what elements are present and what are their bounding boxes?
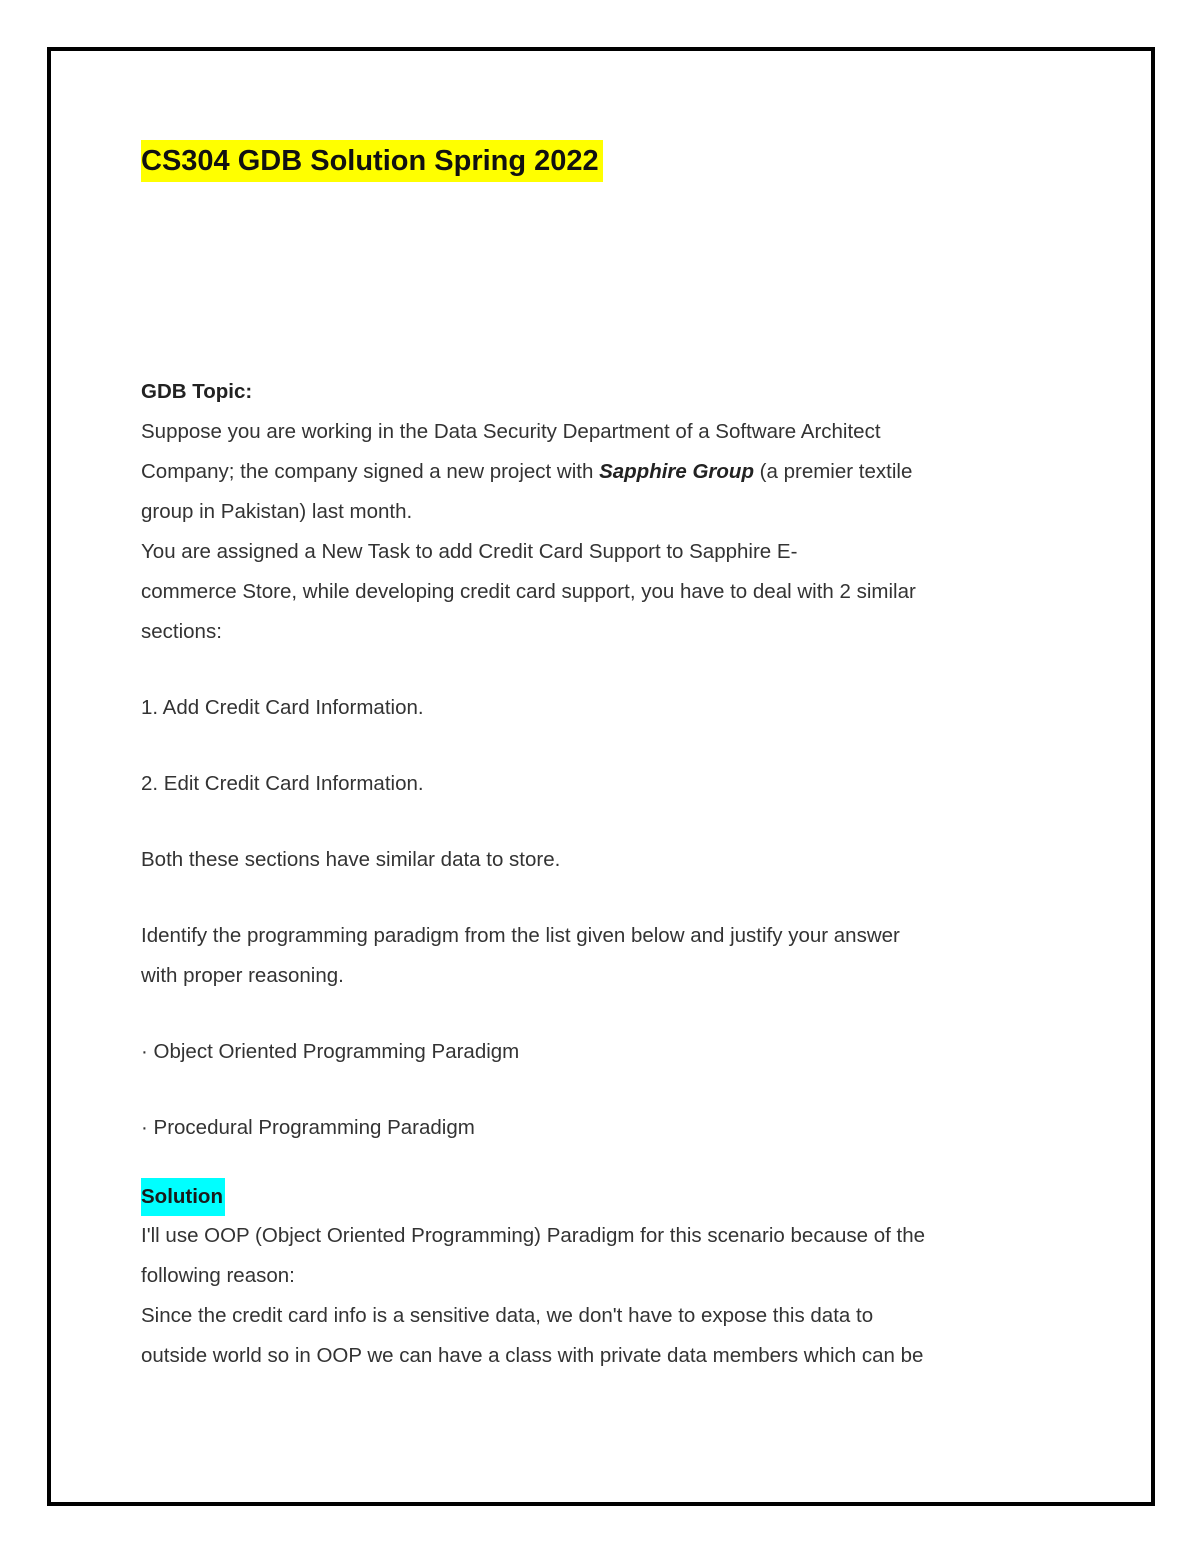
paragraph-text: Company; the company signed a new project with — [141, 460, 600, 483]
paragraph-text: (a premier textile — [753, 460, 913, 483]
solution-heading: Solution — [141, 1178, 225, 1216]
paragraph-line: with proper reasoning. — [141, 964, 344, 987]
list-item-edit-card: 2. Edit Credit Card Information. — [141, 772, 424, 795]
solution-line: Since the credit card info is a sensitive data, we don't have to expose this data to — [141, 1304, 874, 1327]
paragraph-line: Suppose you are working in the Data Security Department of a Software Architect — [141, 420, 881, 443]
paragraph-line: group in Pakistan) last month. — [141, 500, 413, 523]
paragraph-line: Both these sections have similar data to store. — [141, 848, 561, 871]
list-item-add-card: 1. Add Credit Card Information. — [141, 696, 424, 719]
paragraph-line: You are assigned a New Task to add Credit Card Support to Sapphire E- — [141, 540, 798, 563]
solution-line: following reason: — [141, 1264, 295, 1287]
sapphire-group-emphasis: Sapphire Group — [599, 460, 754, 483]
paragraph-line: Identify the programming paradigm from the list given below and justify your answer — [141, 924, 900, 947]
solution-line: I'll use OOP (Object Oriented Programming) Paradigm for this scenario because of the — [141, 1224, 926, 1247]
paragraph-line: commerce Store, while developing credit card support, you have to deal with 2 similar — [141, 580, 916, 603]
page-title: CS304 GDB Solution Spring 2022 — [141, 140, 603, 182]
document-body — [141, 140, 1061, 1376]
paragraph-line: sections: — [141, 620, 222, 643]
bullet-procedural: · Procedural Programming Paradigm — [141, 1116, 475, 1139]
solution-line: outside world so in OOP we can have a class with private data members which can be — [141, 1344, 924, 1367]
gdb-topic-heading: GDB Topic: — [141, 380, 253, 403]
paragraph-line — [141, 452, 1061, 492]
bullet-oop: · Object Oriented Programming Paradigm — [141, 1040, 520, 1063]
